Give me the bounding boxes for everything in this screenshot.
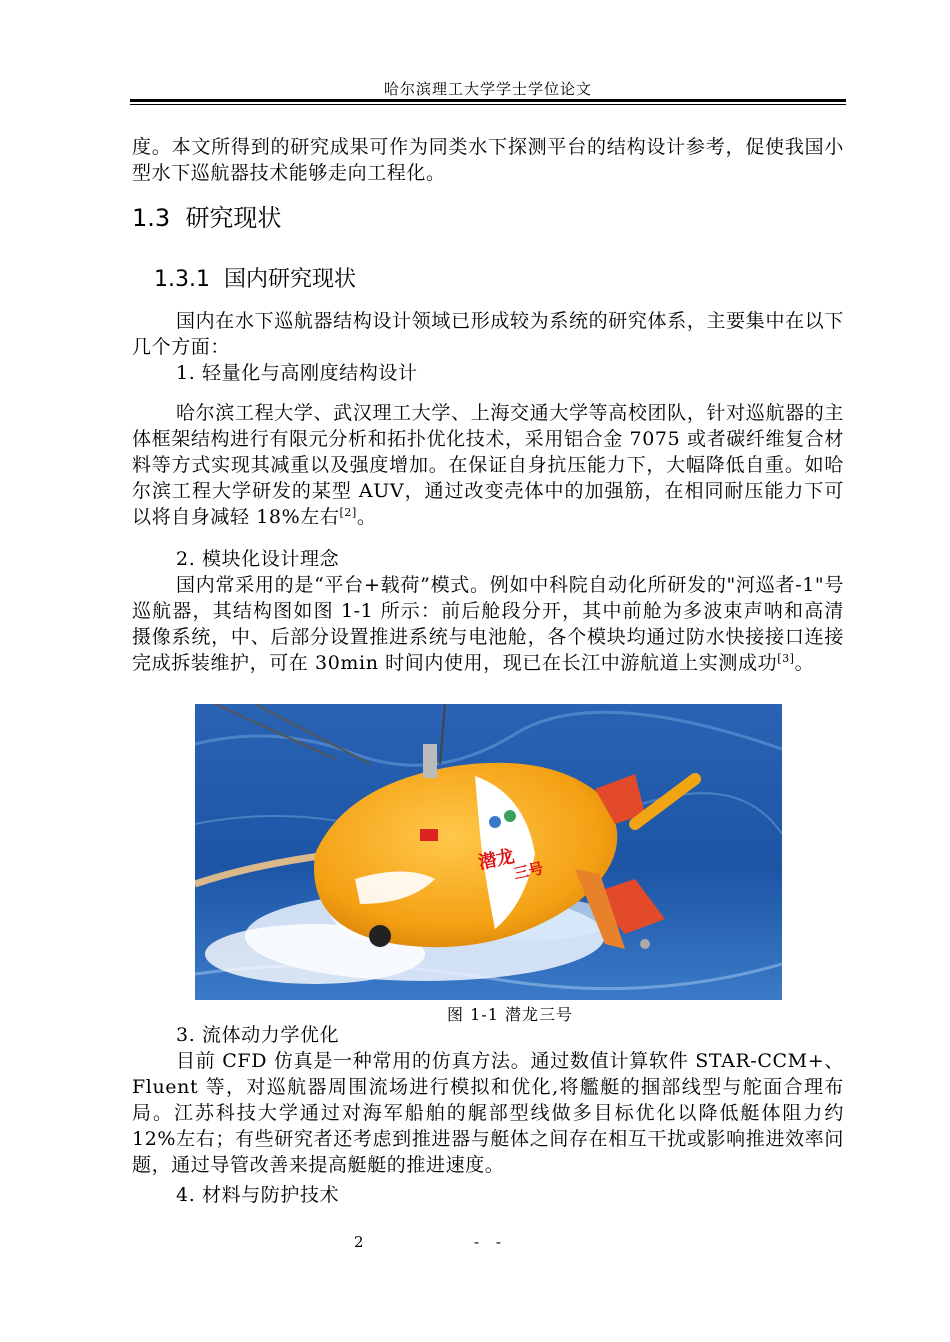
section-title: 研究现状 — [185, 204, 282, 232]
subsection-heading — [154, 262, 356, 293]
vehicle-illustration — [195, 704, 782, 1000]
list-item-2: 2. 模块化设计理念 — [176, 548, 340, 570]
list-item-3: 3. 流体动力学优化 — [176, 1024, 340, 1046]
header-rule-thin — [130, 104, 846, 105]
vehicle-label-qianlong: 潜龙 — [476, 845, 517, 874]
subsection-number: 1.3.1 — [154, 267, 210, 292]
paragraph-end-mark: 。 — [356, 506, 377, 528]
paragraph-intro: 国内在水下巡航器结构设计领域已形成较为系统的研究体系，主要集中在以下几个方面： — [132, 310, 844, 358]
paragraph-modular-text: 国内常采用的是“平台+载荷”模式。例如中科院自动化所研发的"河巡者-1"号巡航器，其结构图如图 1-1 所示：前后舱段分开，其中前舱为多波束声呐和高清摄像系统，中、后部分设置推进系统与电池舱，各个模块均通过防水快接接口连接完成拆装维护，可在 30min 时间内使用，现已在长江中游航道上实测成功 — [132, 574, 844, 674]
figure-caption: 图 1-1 潜龙三号 — [447, 1005, 573, 1024]
paragraph-continuation: 度。本文所得到的研究成果可作为同类水下探测平台的结构设计参考，促使我国小型水下巡航器技术能够走向工程化。 — [132, 136, 844, 184]
footer-dashes: - - — [474, 1233, 507, 1251]
page-number: 2 — [354, 1233, 364, 1251]
subsection-title: 国内研究现状 — [223, 267, 356, 292]
figure-vehicle-photo — [195, 704, 782, 1000]
running-header: 哈尔滨理工大学学士学位论文 — [383, 80, 592, 98]
paragraph-lightweight-text: 哈尔滨工程大学、武汉理工大学、上海交通大学等高校团队，针对巡航器的主体框架结构进行有限元分析和拓扑优化技术，采用铝合金 7075 或者碳纤维复合材料等方式实现其减重以及强度增加。在保证自身抗压能力下，大幅降低自重。如哈尔滨工程大学研发的某型 AUV，通过改变壳体中的加强筋，在相同耐压能力下可以将自身减轻 18%左右 — [132, 402, 844, 528]
citation-ref[interactable]: [3] — [777, 652, 795, 665]
citation-ref[interactable]: [2] — [339, 506, 357, 519]
paragraph-fluid: 目前 CFD 仿真是一种常用的仿真方法。通过数值计算软件 STAR-CCM+、Fluent 等，对巡航器周围流场进行模拟和优化,将艦艇的掴部线型与舵面合理布局。江苏科技大学通过对海军船舶的艉部型线做多目标优化以降低艇体阻力约 12%左右；有些研究者还考虑到推进器与艇体之间存在相互干扰或影响推进效率问题，通过导管改善来提高艇艇的推进速度。 — [132, 1050, 844, 1176]
paragraph-lightweight — [132, 400, 844, 530]
header-rule-thick — [130, 99, 846, 102]
list-item-1: 1. 轻量化与高刚度结构设计 — [176, 362, 418, 384]
paragraph-end-mark: 。 — [794, 652, 815, 674]
vehicle-label-sanhao: 三号 — [512, 859, 546, 883]
section-heading — [132, 198, 281, 233]
paragraph-modular — [132, 572, 844, 676]
list-item-4: 4. 材料与防护技术 — [176, 1184, 340, 1206]
section-number: 1.3 — [132, 204, 171, 232]
